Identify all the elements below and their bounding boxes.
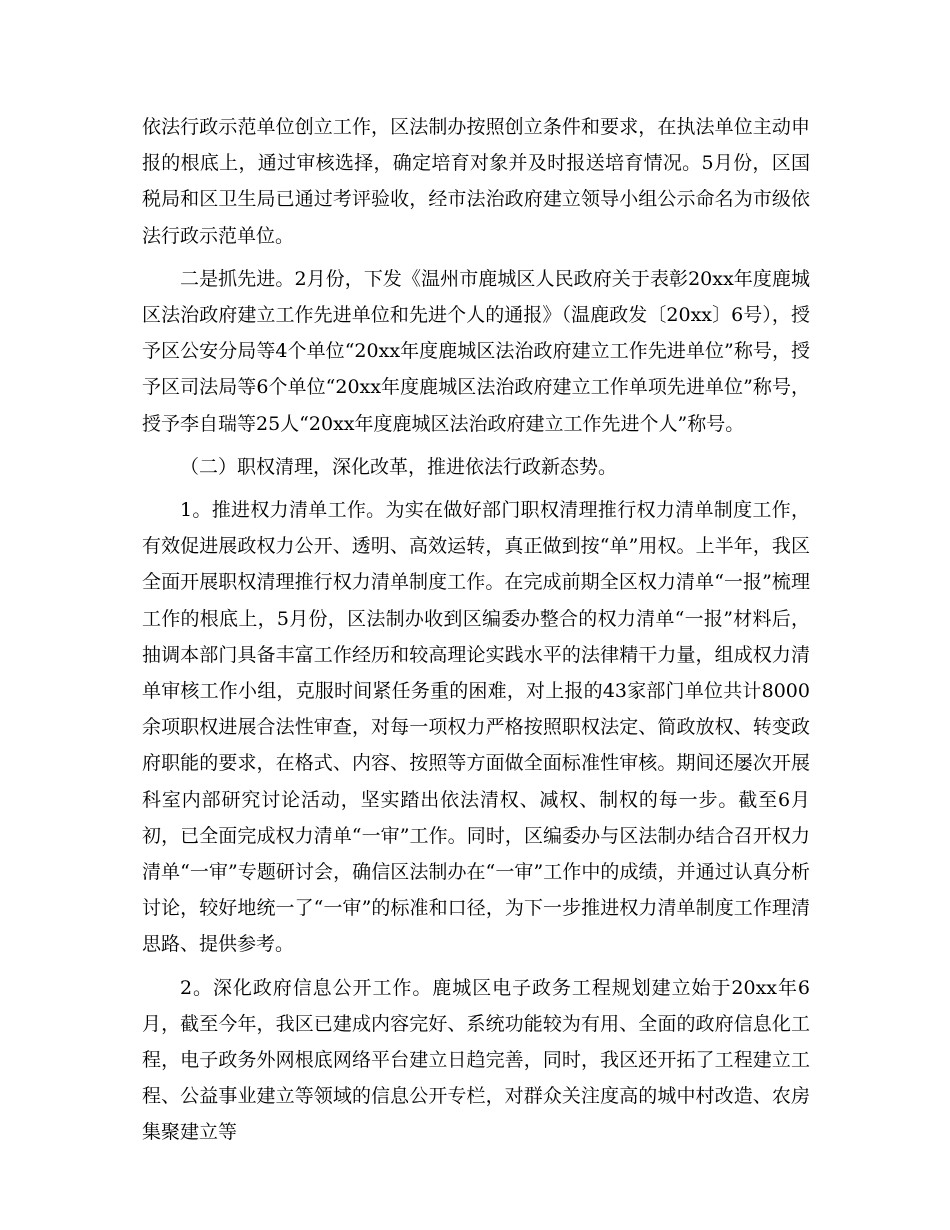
paragraph-power-list: 1。推进权力清单工作。为实在做好部门职权清理推行权力清单制度工作，有效促进展政权力公开、透明、高效运转，真正做到按“单”用权。上半年，我区全面开展职权清理推行权力清单制度工作。在完成前期全区权力清单“一报”梳理工作的根底上，5月份，区法制办收到区编委办整合的权力清单“一报”材料后，抽调本部门具备丰富工作经历和较高理论实践水平的法律精干力量，组成权力清单审核工作小组，克服时间紧任务重的困难，对上报的43家部门单位共计8000余项职权进展合法性审查，对每一项权力严格按照职权法定、简政放权、转变政府职能的要求，在格式、内容、按照等方面做全面标准性审核。期间还屡次开展科室内部研究讨论活动，坚实踏出依法清权、减权、制权的每一步。截至6月初，已全面完成权力清单“一审”工作。同时，区编委办与区法制办结合召开权力清单“一审”专题研讨会，确信区法制办在“一审”工作中的成绩，并通过认真分析讨论，较好地统一了“一审”的标准和口径，为下一步推进权力清单制度工作理清思路、提供参考。 — [142, 499, 810, 956]
section-heading-power-clearing: （二）职权清理，深化改革，推进依法行政新态势。 — [180, 455, 618, 478]
paragraph-info-disclosure: 2。深化政府信息公开工作。鹿城区电子政务工程规划建立始于20xx年6月，截至今年，我区已建成内容完好、系统功能较为有用、全面的政府信息化工程，电子政务外网根底网络平台建立日趋完善，同时，我区还开拓了工程建立工程、公益事业建立等领域的信息公开专栏，对群众关注度高的城中村改造、农房集聚建立等 — [142, 976, 810, 1144]
document-body — [142, 109, 810, 1158]
paragraph-continuation: 依法行政示范单位创立工作，区法制办按照创立条件和要求，在执法单位主动申报的根底上，通过审核选择，确定培育对象并及时报送培育情况。5月份，区国税局和区卫生局已通过考评验收，经市法治政府建立领导小组公示命名为市级依法行政示范单位。 — [142, 116, 810, 247]
paragraph-advanced-units: 二是抓先进。2月份，下发《温州市鹿城区人民政府关于表彰20xx年度鹿城区法治政府建立工作先进单位和先进个人的通报》（温鹿政发〔20xx〕6号），授予区公安分局等4个单位“20xx年度鹿城区法治政府建立工作先进单位”称号，授予区司法局等6个单位“20xx年度鹿城区法治政府建立工作单项先进单位”称号，授予李自瑞等25人“20xx年度鹿城区法治政府建立工作先进个人”称号。 — [142, 267, 810, 435]
